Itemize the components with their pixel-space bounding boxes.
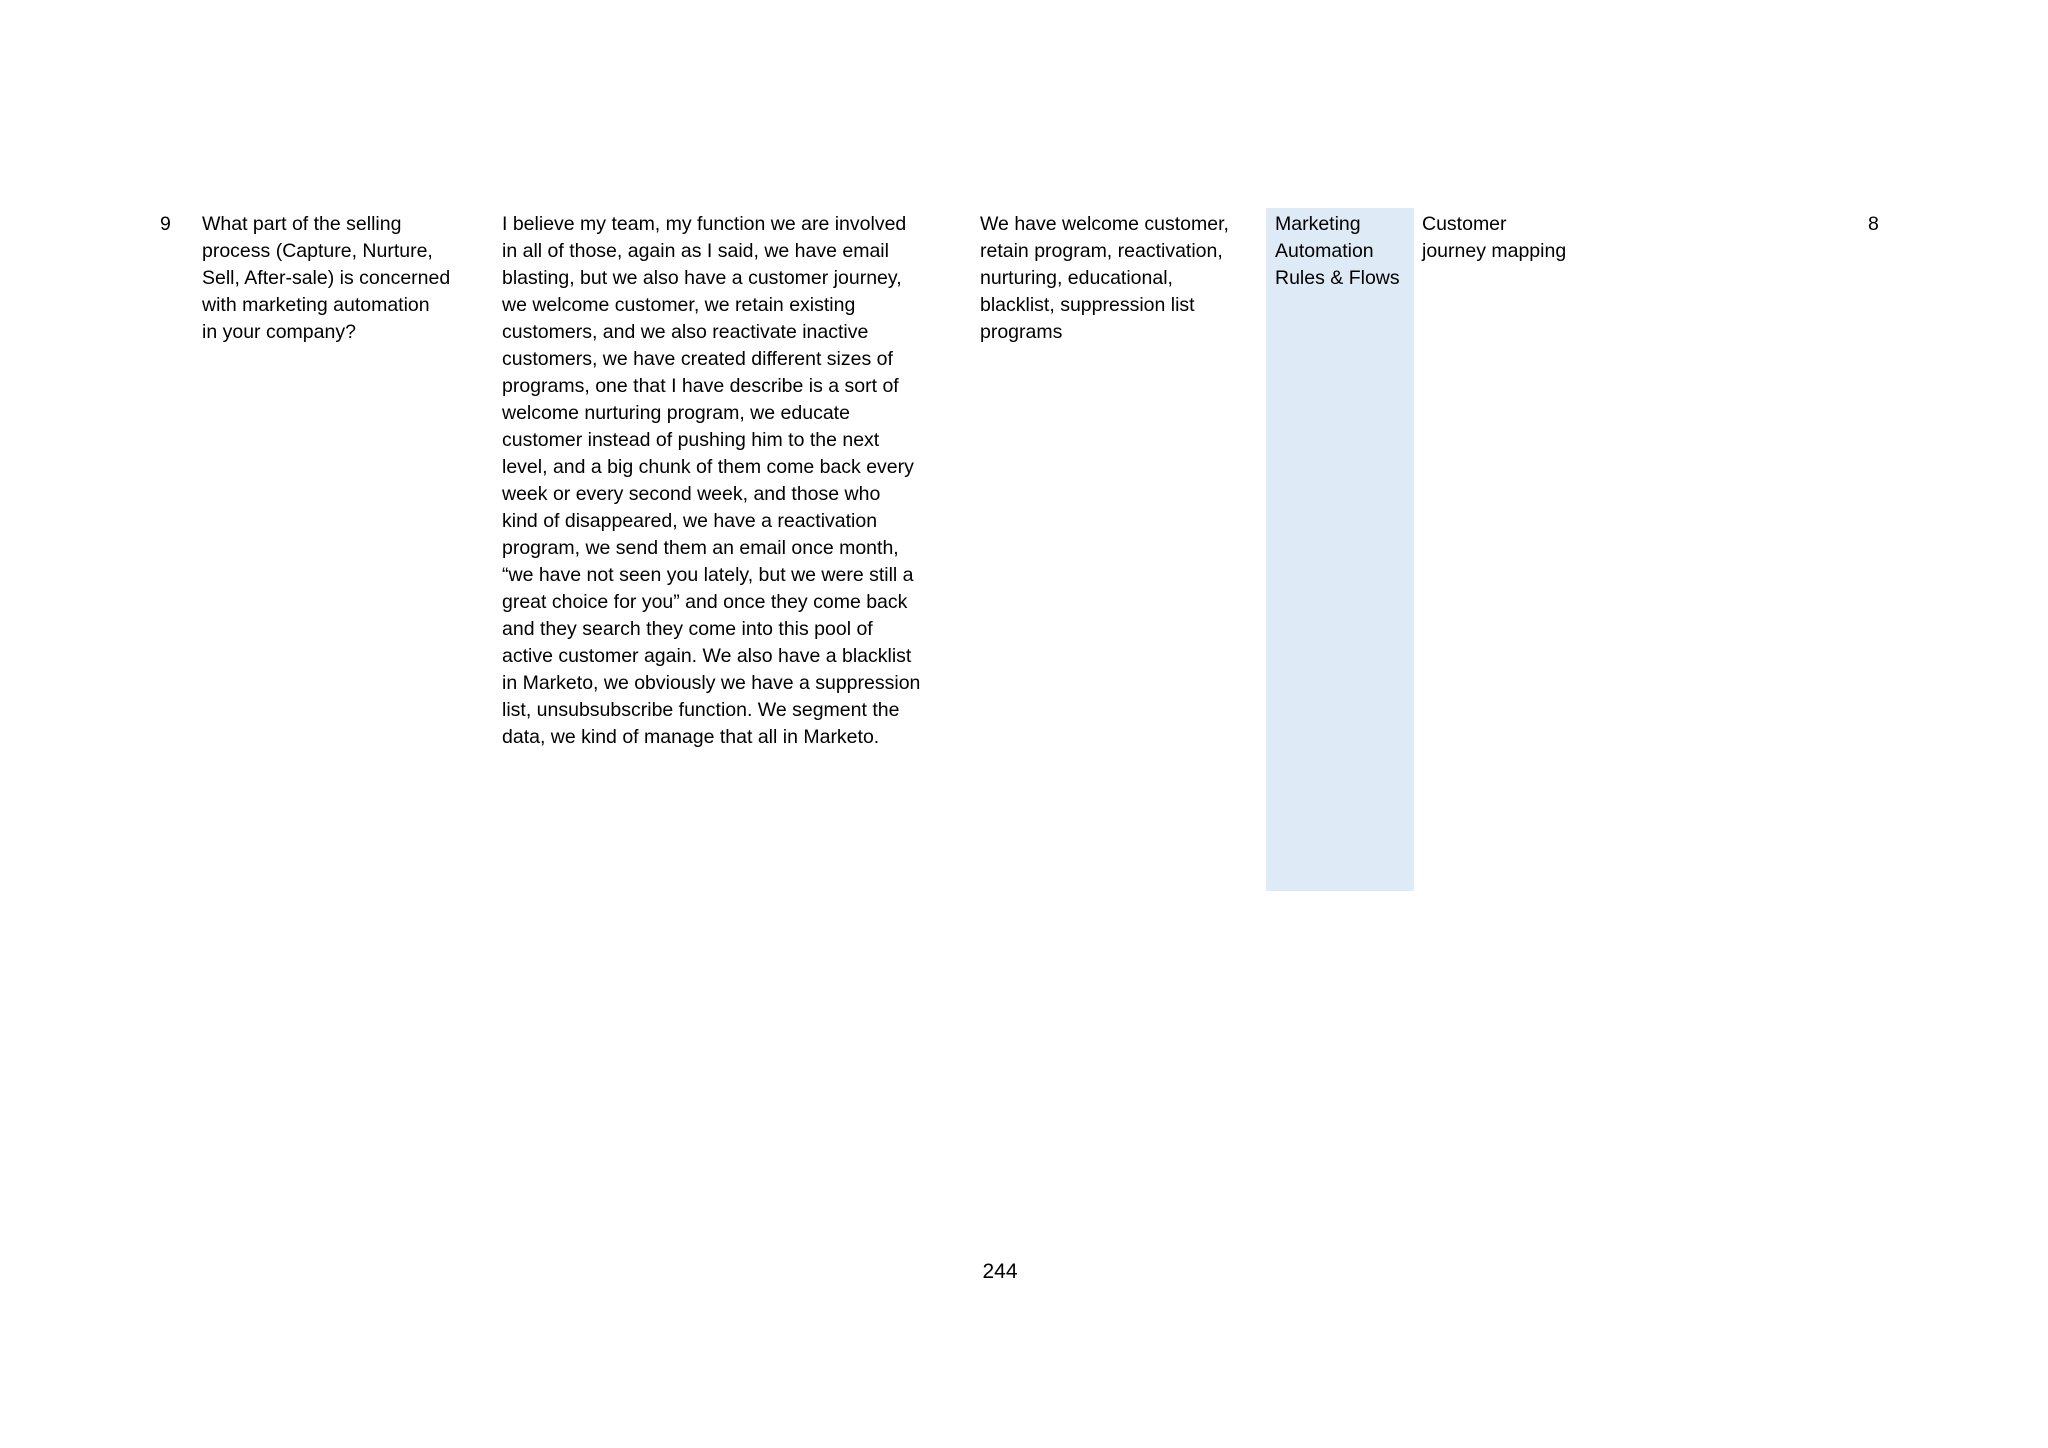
theme-cell: Customer journey mapping: [1422, 213, 1567, 262]
answer-cell: I believe my team, my function we are involved in all of those, again as I said, we have email blasting, but we also have a customer journey, we welcome customer, we retain existing customers, and we also reactivate inactive customers, we have created different sizes of programs, one that I have describe is a sort of welcome nurturing program, we educate customer instead of pushing him to the next level, and a big chunk of them come back every week or every second week, and those who kind of disappeared, we have a reactivation program, we send them an email once month, “we have not seen you lately, but we were still a great choice for you” and once they come back and they search they come into this pool of active customer again. We also have a blacklist in Marketo, we obviously we have a suppression list, unsubsubscribe function. We segment the data, we kind of manage that all in Marketo.: [502, 213, 921, 748]
row-number: 9: [160, 213, 171, 235]
page-number: 244: [982, 1260, 1018, 1283]
table-row: [0, 208, 2048, 891]
summary-cell: We have welcome customer, retain program, reactivation, nurturing, educational, blacklist, suppression list programs: [980, 213, 1229, 343]
score-cell: 8: [1868, 213, 1879, 235]
question-cell: What part of the selling process (Capture, Nurture, Sell, After-sale) is concerned with marketing automation in your company?: [202, 213, 451, 343]
category-cell: Marketing Automation Rules & Flows: [1266, 208, 1414, 891]
